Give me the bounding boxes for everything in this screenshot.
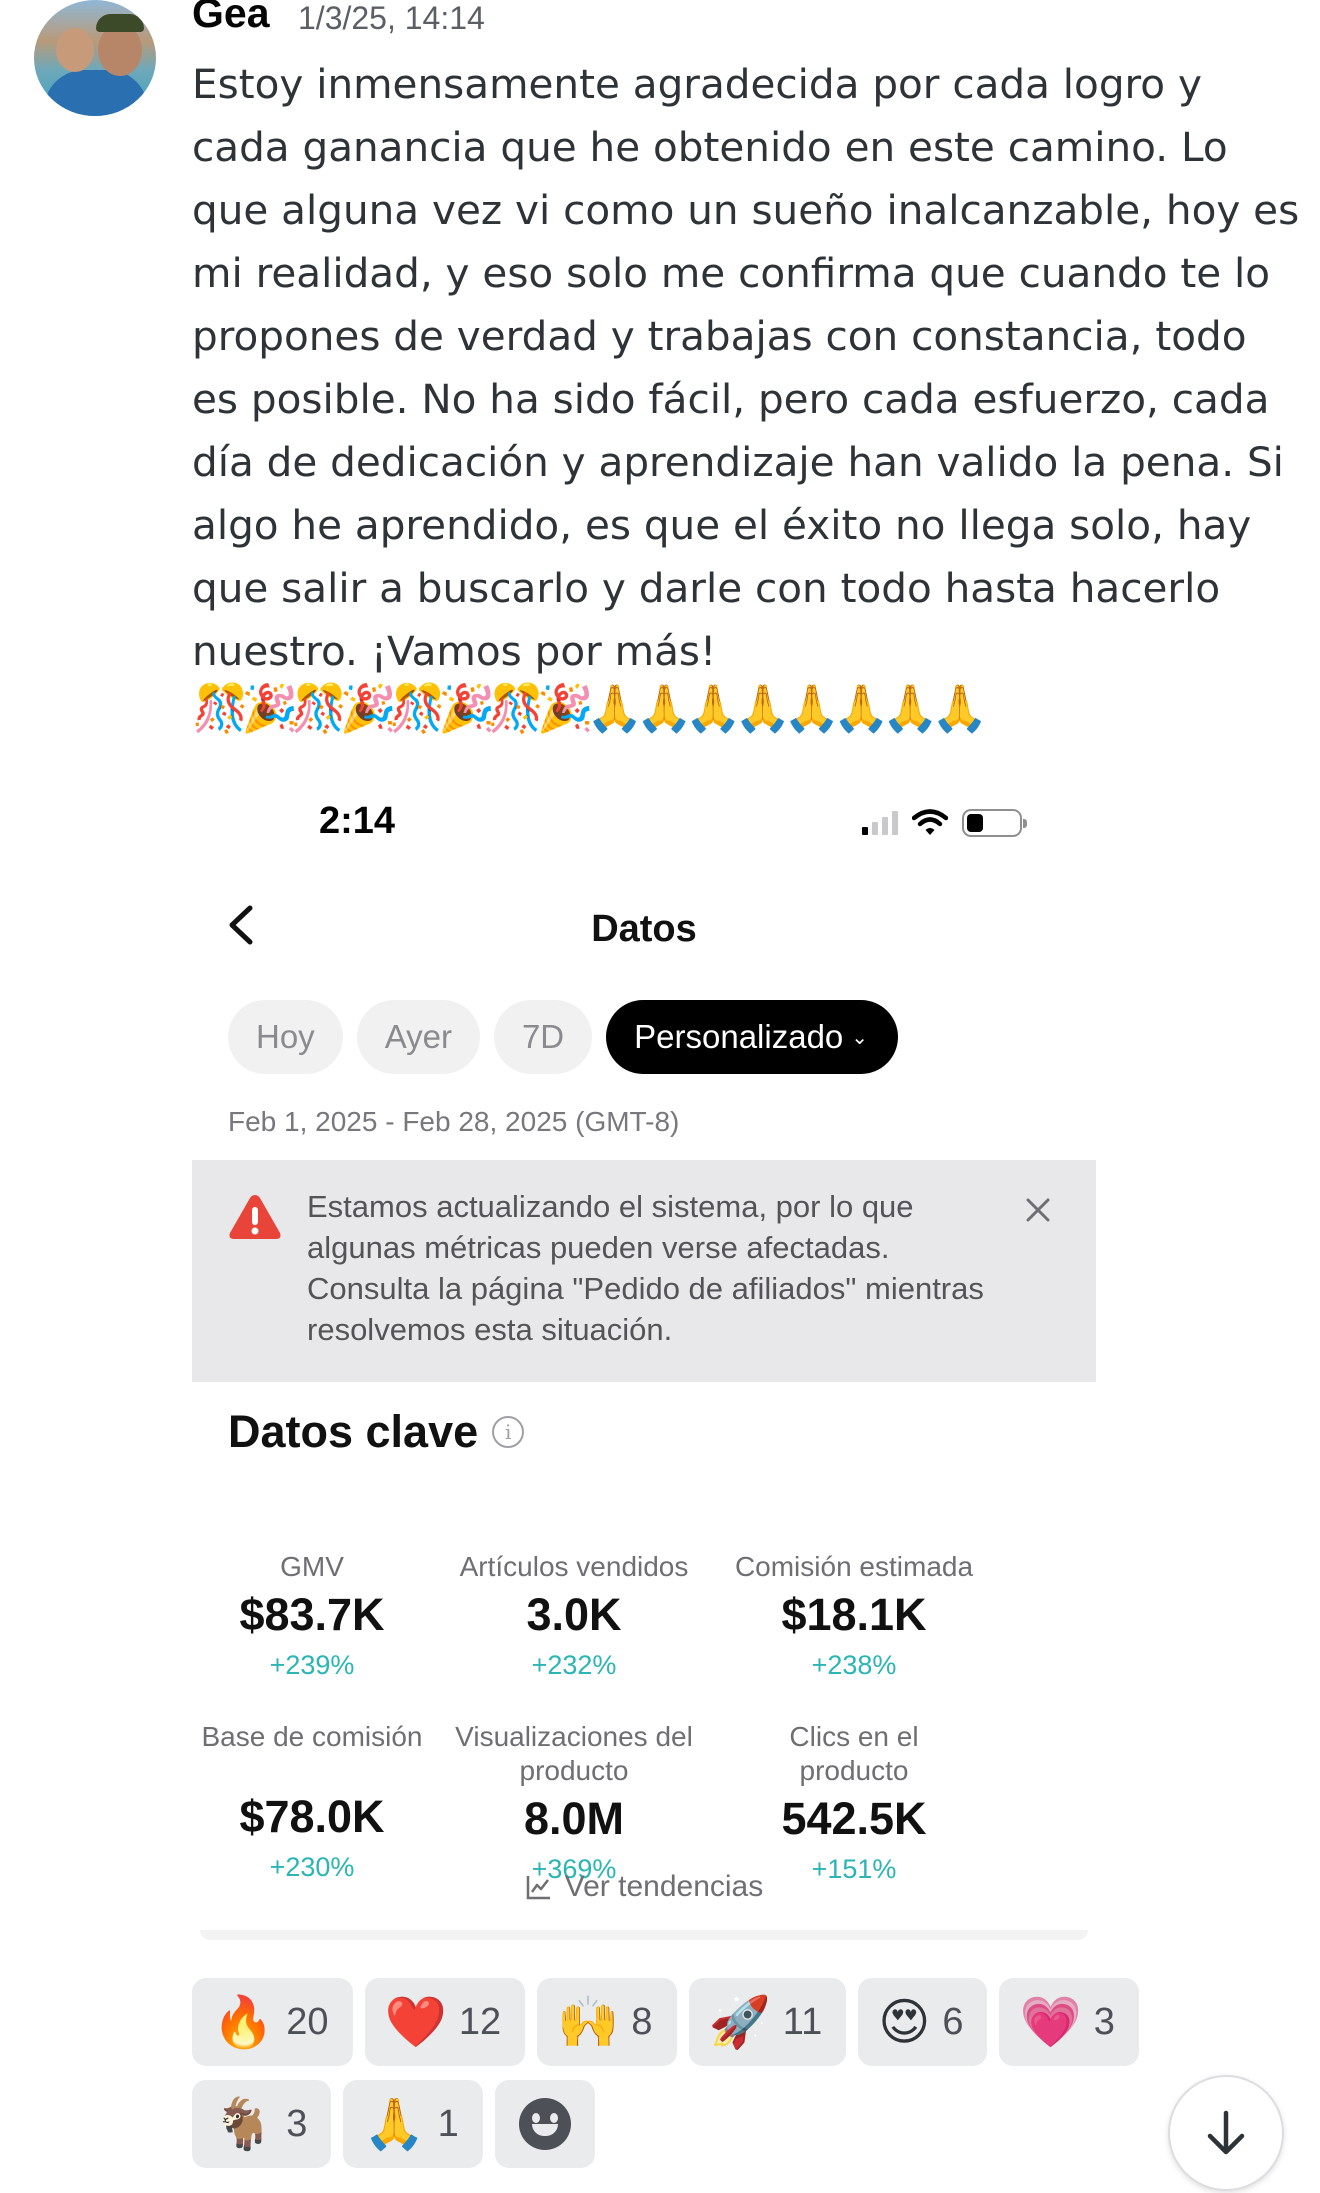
metric-change: +238% <box>811 1650 897 1680</box>
view-trends-link[interactable] <box>192 1870 1096 1904</box>
metric-label: Comisión estimada <box>734 1551 974 1582</box>
metric-label: Clics en el producto <box>789 1721 919 1786</box>
metric-value: $83.7K <box>239 1589 385 1640</box>
rocket-icon: 🚀 <box>708 1993 771 2051</box>
message-author[interactable]: Gea <box>192 0 270 36</box>
cellular-signal-icon <box>862 811 898 835</box>
reaction-heart-eyes[interactable] <box>858 1978 987 2066</box>
metric-product-views <box>444 1720 704 1885</box>
metric-label: Visualizaciones del producto <box>455 1721 693 1786</box>
metric-change: +239% <box>269 1650 355 1680</box>
warning-icon <box>228 1192 282 1242</box>
heart-eyes-icon: 😍 <box>878 1993 931 2051</box>
reaction-fire[interactable] <box>192 1978 353 2066</box>
reaction-count: 6 <box>942 2000 964 2043</box>
arrow-down-icon <box>1200 2107 1252 2159</box>
pray-icon: 🙏 <box>363 2095 426 2153</box>
user-avatar[interactable] <box>34 0 156 116</box>
reaction-count: 3 <box>286 2102 308 2145</box>
reaction-raised-hands[interactable] <box>537 1978 676 2066</box>
metric-value: 542.5K <box>781 1793 927 1844</box>
fire-icon: 🔥 <box>212 1993 275 2051</box>
battery-icon <box>962 809 1022 837</box>
metric-change: +369% <box>531 1854 617 1884</box>
filter-chip-today[interactable]: Hoy <box>228 1000 343 1074</box>
info-icon[interactable]: i <box>492 1416 524 1448</box>
card-bottom-edge <box>200 1930 1088 1940</box>
metric-change: +151% <box>811 1854 897 1884</box>
metric-change: +232% <box>531 1650 617 1680</box>
metric-label: GMV <box>280 1551 344 1582</box>
reaction-count: 1 <box>437 2102 459 2145</box>
metric-label: Base de comisión <box>201 1721 423 1752</box>
message-timestamp: 1/3/25, 14:14 <box>298 0 485 36</box>
image-attachment[interactable] <box>192 760 1096 1940</box>
view-trends-label: Ver tendencias <box>564 1870 764 1903</box>
filter-chip-custom[interactable] <box>606 1000 898 1074</box>
filter-chip-yesterday[interactable]: Ayer <box>357 1000 480 1074</box>
status-bar-icons <box>862 808 1022 838</box>
raised-hands-icon: 🙌 <box>557 1993 620 2051</box>
reaction-bar <box>192 1978 1192 2182</box>
add-reaction-button[interactable] <box>495 2080 595 2168</box>
metric-product-clicks <box>724 1720 984 1885</box>
filter-chip-custom-label: Personalizado <box>634 1018 844 1055</box>
reaction-count: 12 <box>458 2000 502 2043</box>
system-alert-banner <box>192 1160 1096 1382</box>
reaction-count: 8 <box>631 2000 653 2043</box>
pink-heart-icon: 💗 <box>1019 1993 1082 2051</box>
metric-value: $18.1K <box>781 1589 927 1640</box>
goat-icon: 🐐 <box>212 2095 275 2153</box>
message-text: Estoy inmensamente agradecida por cada logro y cada ganancia que he obtenido en este camino. Lo que alguna vez vi como un sueño inalcanzable, hoy es mi realidad, y eso solo me confirma que cuando te lo propones de verdad y trabajas con constancia, todo es posible. No ha sido fácil, pero cada esfuerzo, cada día de dedicación y aprendizaje han valido la pena. Si algo he aprendido, es que el éxito no llega solo, hay que salir a buscarlo y darle con todo hasta hacerlo nuestro. ¡Vamos por más! <box>192 60 1300 675</box>
reaction-rocket[interactable] <box>689 1978 847 2066</box>
date-filter-chips <box>228 1000 898 1074</box>
alert-message: Estamos actualizando el sistema, por lo que algunas métricas pueden verse afectadas. Consulta la página "Pedido de afiliados" mientras resolvemos esta situación. <box>307 1189 984 1347</box>
reaction-heart[interactable] <box>365 1978 526 2066</box>
chevron-down-icon: ⌄ <box>851 1026 869 1049</box>
page-title: Datos <box>591 908 697 950</box>
metric-label: Artículos vendidos <box>459 1551 689 1582</box>
date-range: Feb 1, 2025 - Feb 28, 2025 (GMT-8) <box>228 1106 680 1137</box>
metric-items-sold <box>444 1550 704 1681</box>
heart-icon: ❤️ <box>384 1993 447 2051</box>
key-data-heading <box>228 1406 524 1458</box>
reaction-count: 20 <box>286 2000 329 2043</box>
metric-value: 8.0M <box>523 1793 625 1844</box>
reaction-pink-heart[interactable] <box>999 1978 1138 2066</box>
trend-chart-icon <box>525 1873 553 1901</box>
reaction-pray[interactable] <box>343 2080 482 2168</box>
message-emoji-line: 🎊🎉🎊🎉🎊🎉🎊🎉🙏🙏🙏🙏🙏🙏🙏🙏 <box>192 681 981 735</box>
metric-value: 3.0K <box>526 1589 622 1640</box>
reaction-count: 11 <box>782 2000 823 2043</box>
reaction-count: 3 <box>1093 2000 1115 2043</box>
status-bar-time: 2:14 <box>319 800 396 842</box>
metric-change: +230% <box>269 1852 355 1882</box>
metric-gmv <box>192 1550 442 1681</box>
reaction-goat[interactable] <box>192 2080 331 2168</box>
filter-chip-7d[interactable]: 7D <box>494 1000 592 1074</box>
metric-value: $78.0K <box>239 1791 385 1842</box>
close-icon[interactable] <box>1016 1188 1060 1232</box>
key-data-title: Datos clave <box>228 1406 479 1457</box>
add-reaction-icon <box>519 2098 571 2150</box>
metric-estimated-commission <box>704 1550 1004 1681</box>
wifi-icon <box>912 809 948 837</box>
scroll-to-bottom-button[interactable] <box>1168 2075 1284 2191</box>
metric-commission-base <box>192 1720 442 1883</box>
